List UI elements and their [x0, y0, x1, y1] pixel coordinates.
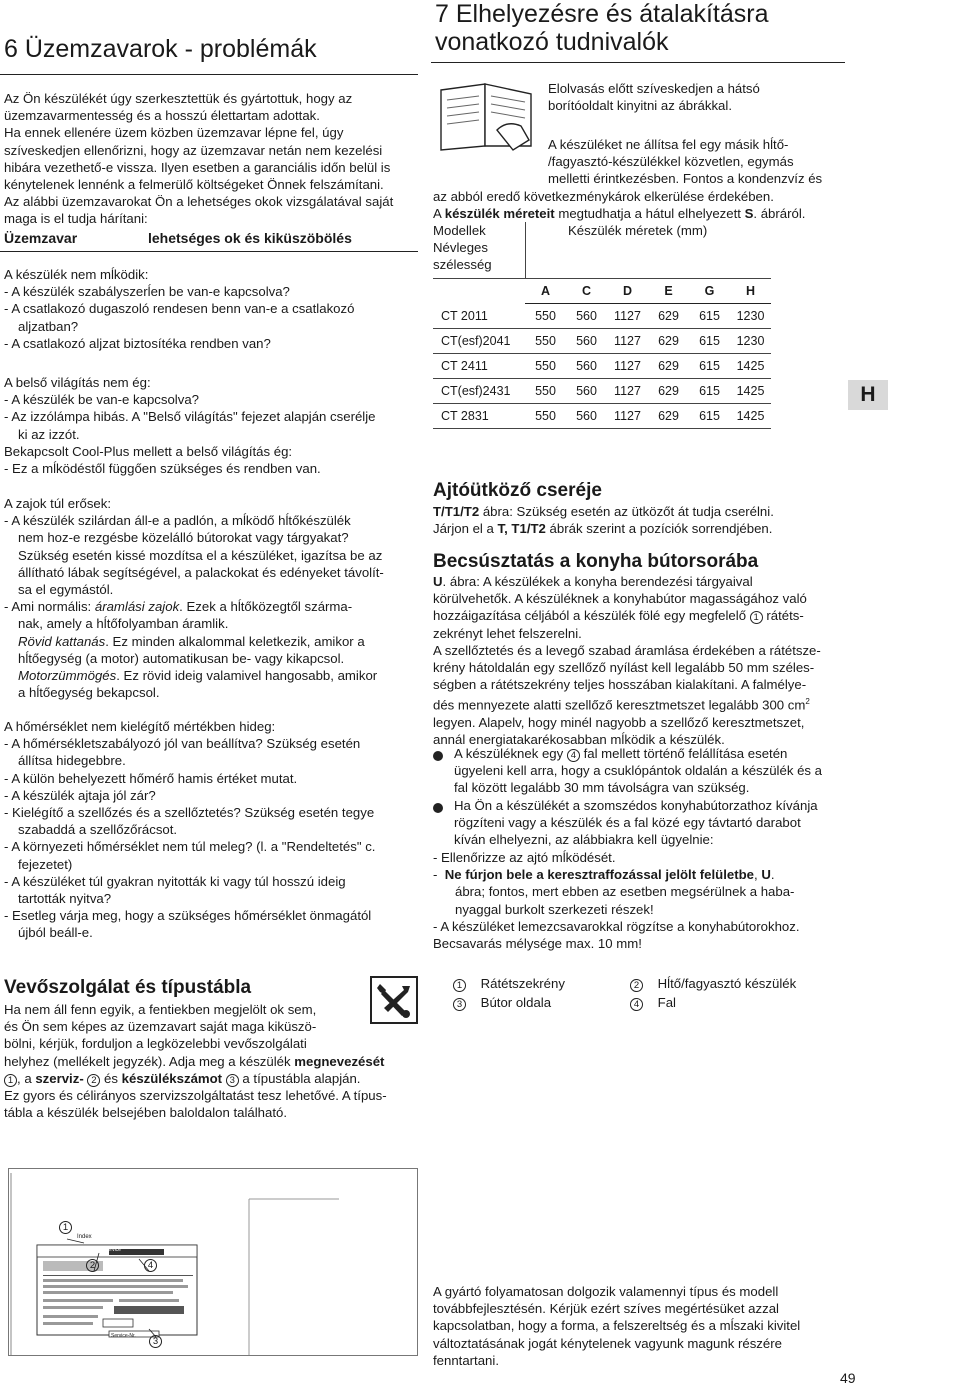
plate-marker-3-icon: 3 [149, 1335, 162, 1348]
table-label-models: Modellek [433, 223, 486, 238]
table-row: CT(esf)2431 550 560 1127 629 615 1425 [433, 379, 771, 404]
plate-service-nr: Service-Nr./No. Service [69, 1247, 121, 1253]
table-row: CT 2411 550 560 1127 629 615 1425 [433, 354, 771, 379]
plate-marker-1-icon: 1 [59, 1221, 72, 1234]
door-paragraph: T/T1/T2 ábra: Szükség esetén az ütközőt át tudja cserélni. Járjon el a T, T1/T2 ábrák szerint a pozíciók sorrendjében. [433, 504, 774, 537]
fault-temperature: A hőmérséklet nem kielégítő mértékben hideg: - A hőmérsékletszabályozó jól van beállítva? Szükség esetén állítsa hidegebbre. - A külön behelyezett hőmérő hamis értéket mutat. - A készülék ajtaja jól zár? - Kielégítő a szellőzés és a szellőztetés? Szükség esetén tegye szabaddá a szellőzőrácsot. - A környezeti hőmérséklet nem túl meleg? (l. a "Rendeltetés" c. fejezetet) - A készüléket túl gyakran nyitották ki vagy túl hosszú ideig tartották nyitva? - Esetleg várja meg, hogy a szükséges hőmérséklet önmagától újból beáll-e. [4, 719, 376, 941]
fault-noise: A zajok túl erősek: - A készülék szilárdan áll-e a padlón, a mĺködő hĺtőkészülék nem hoz-e rezgésbe közelálló bútorokat vagy tárgyakat? Szükség esetén kissé mozdítsa el a készüléket, igazítsa be az állítható lábak segítségével, a palackokat és edényeket távolít- sa el egymástól. - Ami normális: áramlási zajok. Ezek a hĺtőközegtől szárma- nak, amely a hĺtőfolyamban áramlik. Rövid kattanás. Ez minden alkalommal keletkezik, amikor a hĺtőegység (a motor) automatikusan be- vagy kikapcsol. Motorzümmögés. Ez rövid ideig valamivel hangosabb, amikor a hĺtőegység bekapcsol. [4, 496, 384, 701]
table-label-nominal-1: Névleges [433, 240, 488, 255]
wall-bullet: A készüléknek egy 4 fal mellett történő felállítása esetén ügyeleni kell arra, hogy a csuklópántok oldalán a készülék és a fal között legalább 30 mm távolságra van szükség. [454, 746, 823, 796]
section-title-6: 6 Üzemzavarok - problémák [4, 35, 317, 63]
plate-marker-2-icon: 2 [86, 1259, 99, 1272]
manufacturer-note: A gyártó folyamatosan dolgozik valamennyi típus és modell továbbfejlesztésén. Kérjük ezért szíves megértésüket azzal kapcsolatban, hogy a forma, a felszereltség és a mĺszaki kivitel változtatásának jogát kénytelenek vagyunk magunk részére fenntartani. [433, 1284, 801, 1368]
fit-paragraph: U. ábra: A készülékek a konyha berendezési tárgyaival körülvehetők. A készüléknek a konyhabútor magasságához való hozzáigazítása céljából a készülék fölé egy megfelelő 1 rátéts- zekrényt lehet felszerelni. A szellőztetés és a levegő szabad áramlása érdekében a rátétsze- krény hátoldalán egy szellőző nyílást kell legalább 50 mm széles- ségben a rátétszekrény teljes hosszában kialakítani. A falmélye- dés mennyezete alatti szellőző keresztmetszet legalább 300 $cm^2$ legyen. Alapelv, hogy minél nagyobb a szellőző keresztmetszet, annál energiatakarékosabban mĺködik a készülék. [433, 574, 821, 748]
col-header-fault: Üzemzavar [4, 230, 78, 246]
table-label-nominal-2: szélesség [433, 257, 492, 272]
plate-index: Index [77, 1234, 92, 1240]
header-rule [0, 251, 418, 252]
fit-title: Becsúsztatás a konyha bútorsorába [433, 551, 759, 572]
dimensions-table [433, 278, 771, 429]
title-rule-right [431, 62, 845, 63]
wrench-icon [370, 976, 418, 1024]
fault-not-working: A készülék nem mĺködik: - A készülék szabályszerĺen be van-e kapcsolva? - A csatlakozó dugaszoló rendesen benn van-e a csatlakozó aljzatban? - A csatlakozó aljzat biztosítéka rendben van? [4, 267, 355, 351]
legend-item-1: 1 Rátétszekrény [453, 975, 565, 992]
plate-service-label: Service-Nr. [111, 1333, 136, 1339]
circled-4-icon: 4 [567, 749, 580, 762]
circled-1-icon: 1 [750, 611, 763, 624]
size-note: A készülék méreteit megtudhatja a hátul elhelyezett S. ábráról. [433, 206, 806, 221]
door-title: Ajtóütköző cseréje [433, 480, 602, 501]
read-note: Elolvasás előtt szíveskedjen a hátsó borítóoldalt kinyitni az ábrákkal. [548, 81, 760, 114]
circled-3-icon: 3 [226, 1074, 239, 1087]
section-title-7: 7 Elhelyezésre és átalakításra vonatkozó tudnivalók [435, 0, 769, 56]
legend-item-2: 2 Hĺtő/fagyasztó készülék [630, 975, 796, 992]
circled-2-icon: 2 [87, 1074, 100, 1087]
table-row: CT 2011 550 560 1127 629 615 1230 [433, 304, 771, 329]
book-icon [437, 80, 537, 152]
table-row: CT 2831 550 560 1127 629 615 1425 [433, 404, 771, 429]
rating-plate-figure [8, 1168, 418, 1356]
col-header-cause: lehetséges ok és kiküszöbölés [148, 230, 352, 246]
placement-warning-end: az abból eredő következménykárok elkerülése érdekében. [433, 189, 774, 204]
title-rule [0, 74, 418, 75]
service-title: Vevőszolgálat és típustábla [4, 977, 252, 998]
legend-item-4: 4 Fal [630, 994, 676, 1011]
page-number: 49 [840, 1370, 856, 1386]
service-paragraph: Ha nem áll fenn egyik, a fentiekben megjelölt ok sem, és Ön sem képes az üzemzavart saját maga kiküszö- bölni, kérjük, forduljon a legközelebbi vevőszolgálati helyhez (mellékelt jegyzék). Adja meg a készülék megnevezését 1 , a szerviz- 2 és készülékszámot 3 a típustábla alapján. Ez gyors és célirányos szervizszolgáltatást tesz lehetővé. A típus- tábla a készülék belsejében baloldalon található. [4, 1002, 387, 1121]
fixing-bullet: Ha Ön a készülékét a szomszédos konyhabútorzathoz kívánja rögzíteni vagy a készülék és a fal közé egy távtartó darabot kíván elhelyezni, az alábbiakra kell ügyelnie: [454, 798, 818, 848]
legend-item-3: 3 Bútor oldala [453, 994, 551, 1011]
placement-warning: A készüléket ne állítsa fel egy másik hĺtő- /fagyasztó-készülékkel közvetlen, egymás melletti érintkezésben. Fontos a kondenzvíz és [548, 137, 823, 187]
table-row: CT(esf)2041 550 560 1127 629 615 1230 [433, 329, 771, 354]
fixing-steps: - Ellenőrizze az ajtó mĺködését. - Ne fúrjon bele a keresztraffozással jelölt felületbe, U. ábra; fontos, mert ebben az esetben megsérülnek a haba- nyaggal burkolt szerkezeti részek! - A készüléket lemezcsavarokkal rögzítse a konyhabútorokhoz. Becsavarás mélysége max. 10 mm! [433, 850, 800, 952]
bullet-icon [433, 751, 443, 761]
plate-marker-4-icon: 4 [144, 1259, 157, 1272]
intro-paragraph: Az Ön készülékét úgy szerkesztettük és gyártottuk, hogy az üzemzavarmentesség és a hosszú élettartam adottak. Ha ennek ellenére üzem közben üzemzavar lépne fel, úgy szíveskedjen ellenőrizni, hogy az üzemzavar netán nem kezelési hibára vezethető-e vissza. Ilyen esetben a garanciális időn belül is kénytelenek lennénk a felmerülő költségeket Önnek felszámítani. Az alábbi üzemzavarokat Ön a lehetséges okok vizsgálatával saját maga is el tudja hárítani: [4, 91, 394, 227]
rating-plate-drawing [9, 1169, 419, 1357]
circled-1-icon: 1 [4, 1074, 17, 1087]
bullet-icon [433, 803, 443, 813]
table-header-row: A C D E G H [433, 279, 771, 304]
table-divider [525, 222, 526, 279]
table-label-dims: Készülék méretek (mm) [568, 223, 708, 238]
fault-light: A belső világítás nem ég: - A készülék be van-e kapcsolva? - Az izzólámpa hibás. A "Belső világítás" fejezet alapján cserélje ki az izzót. Bekapcsolt Cool-Plus mellett a belső világítás ég: - Ez a mĺködéstől függően szükséges és rendben van. [4, 375, 376, 477]
side-tab-h: H [848, 380, 888, 410]
